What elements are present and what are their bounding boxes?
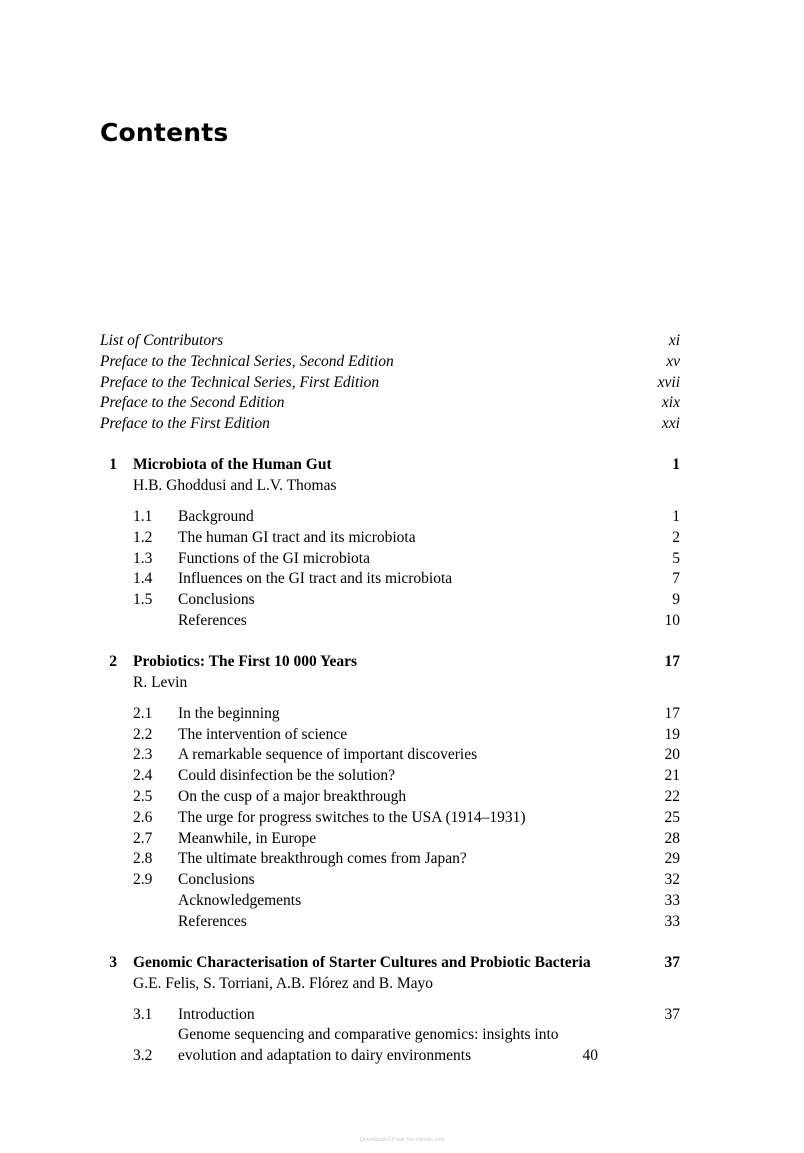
front-matter-list <box>100 331 680 435</box>
section-page-number: 19 <box>664 725 680 743</box>
section-number: 2.6 <box>133 808 153 826</box>
section-number: 1.4 <box>133 570 153 588</box>
section-page-number: 28 <box>664 829 680 847</box>
section-page-number: 33 <box>664 912 680 930</box>
entry-title: List of Contributors <box>100 332 224 349</box>
section-title: The urge for progress switches to the USA (1914–1931) <box>178 808 526 826</box>
section-list <box>100 704 680 933</box>
section-entry <box>100 891 680 912</box>
section-number: 1.1 <box>133 507 153 525</box>
section-number: 2.7 <box>133 829 153 847</box>
section-entry <box>100 912 680 933</box>
section-entry <box>100 1025 680 1067</box>
section-number: 2.1 <box>133 704 153 722</box>
entry-title: Preface to the Second Edition <box>100 394 285 412</box>
section-page-number: 40 <box>582 1047 598 1065</box>
chapter-title: Probiotics: The First 10 000 Years <box>133 652 358 670</box>
section-entry <box>100 829 680 850</box>
front-matter-entry <box>100 414 680 435</box>
section-entry <box>100 590 680 611</box>
section-title: Introduction <box>178 1005 255 1023</box>
section-entry <box>100 507 680 528</box>
section-entry <box>100 549 680 570</box>
section-page-number: 9 <box>672 591 680 609</box>
section-number: 3.1 <box>133 1005 153 1023</box>
chapter-heading <box>100 455 680 476</box>
section-page-number: 17 <box>664 704 680 722</box>
section-number: 1.3 <box>133 549 153 567</box>
section-title: Influences on the GI tract and its microbiota <box>178 570 453 588</box>
section-page-number: 5 <box>672 549 680 567</box>
section-title: References <box>178 611 247 629</box>
chapter-authors: H.B. Ghoddusi and L.V. Thomas <box>133 476 337 494</box>
section-page-number: 29 <box>664 850 680 868</box>
section-number: 2.3 <box>133 746 153 764</box>
section-entry <box>100 725 680 746</box>
section-title: Could disinfection be the solution? <box>178 767 395 785</box>
chapter-authors: G.E. Felis, S. Torriani, A.B. Flórez and B. Mayo <box>133 974 434 992</box>
section-number: 2.4 <box>133 767 153 785</box>
section-entry <box>100 787 680 808</box>
section-number: 2.8 <box>133 850 153 868</box>
section-page-number: 20 <box>664 746 680 764</box>
front-matter-entry <box>100 331 680 352</box>
section-title: A remarkable sequence of important discoveries <box>178 746 478 764</box>
entry-page-number: xv <box>666 352 680 370</box>
chapter-entry <box>100 953 680 1067</box>
front-matter-entry <box>100 373 680 394</box>
section-title: Functions of the GI microbiota <box>178 549 370 567</box>
section-title: In the beginning <box>178 704 280 722</box>
entry-page-number: xxi <box>661 415 680 433</box>
section-page-number: 25 <box>664 808 680 826</box>
section-page-number: 33 <box>664 891 680 909</box>
chapter-title: Genomic Characterisation of Starter Cultures and Probiotic Bacteria <box>133 953 591 971</box>
section-entry <box>100 528 680 549</box>
section-list <box>100 507 680 632</box>
chapter-number: 3 <box>109 953 117 971</box>
front-matter-entry <box>100 393 680 414</box>
section-number: 1.2 <box>133 528 153 546</box>
section-entry <box>100 611 680 632</box>
section-page-number: 7 <box>672 570 680 588</box>
entry-title: Preface to the Technical Series, Second Edition <box>100 352 394 370</box>
section-title: The ultimate breakthrough comes from Japan? <box>178 850 467 868</box>
section-title: The human GI tract and its microbiota <box>178 528 416 546</box>
footer-watermark: Downloaded From Vet-eBooks.com <box>359 1137 445 1143</box>
section-title: On the cusp of a major breakthrough <box>178 787 407 805</box>
chapter-number: 1 <box>109 455 117 473</box>
section-number: 1.5 <box>133 591 153 609</box>
entry-page-number: xvii <box>657 373 680 391</box>
section-title: Meanwhile, in Europe <box>178 829 317 847</box>
section-page-number: 37 <box>664 1005 680 1023</box>
section-entry <box>100 745 680 766</box>
section-title: The intervention of science <box>178 725 348 743</box>
section-title: Acknowledgements <box>178 891 302 909</box>
chapter-number: 2 <box>109 652 117 670</box>
section-page-number: 22 <box>664 787 680 805</box>
chapter-page-number: 17 <box>664 652 680 670</box>
entry-title: Preface to the First Edition <box>100 415 270 433</box>
entry-title: Preface to the Technical Series, First Edition <box>100 373 380 391</box>
section-page-number: 10 <box>664 611 680 629</box>
section-title: Conclusions <box>178 591 255 609</box>
table-of-contents <box>100 331 680 1067</box>
chapter-heading <box>100 652 680 673</box>
section-entry <box>100 766 680 787</box>
chapter-page-number: 37 <box>664 953 680 971</box>
page-title: Contents <box>100 118 229 147</box>
section-number: 3.2 <box>133 1047 153 1065</box>
section-number: 2.9 <box>133 871 153 889</box>
section-entry <box>100 1005 680 1026</box>
section-number: 2.5 <box>133 787 153 805</box>
section-title: References <box>178 912 247 930</box>
section-title: Conclusions <box>178 871 255 889</box>
section-entry <box>100 849 680 870</box>
section-entry <box>100 704 680 725</box>
chapter-heading <box>100 953 680 974</box>
section-title: Background <box>178 507 254 525</box>
section-page-number: 2 <box>672 528 680 546</box>
section-entry <box>100 569 680 590</box>
section-list <box>100 1005 680 1067</box>
section-title: Genome sequencing and comparative genomics: insights into evolution and adaptation to dairy environments <box>178 1026 559 1065</box>
section-page-number: 1 <box>672 507 680 525</box>
section-page-number: 21 <box>664 767 680 785</box>
chapter-page-number: 1 <box>672 455 680 473</box>
entry-page-number: xi <box>668 332 680 349</box>
chapter-title: Microbiota of the Human Gut <box>133 455 332 473</box>
chapter-entry <box>100 455 680 632</box>
chapter-entry <box>100 652 680 933</box>
entry-page-number: xix <box>661 394 680 412</box>
section-number: 2.2 <box>133 725 153 743</box>
section-entry <box>100 808 680 829</box>
section-page-number: 32 <box>664 871 680 889</box>
chapter-authors: R. Levin <box>133 673 188 691</box>
front-matter-entry <box>100 352 680 373</box>
section-entry <box>100 870 680 891</box>
